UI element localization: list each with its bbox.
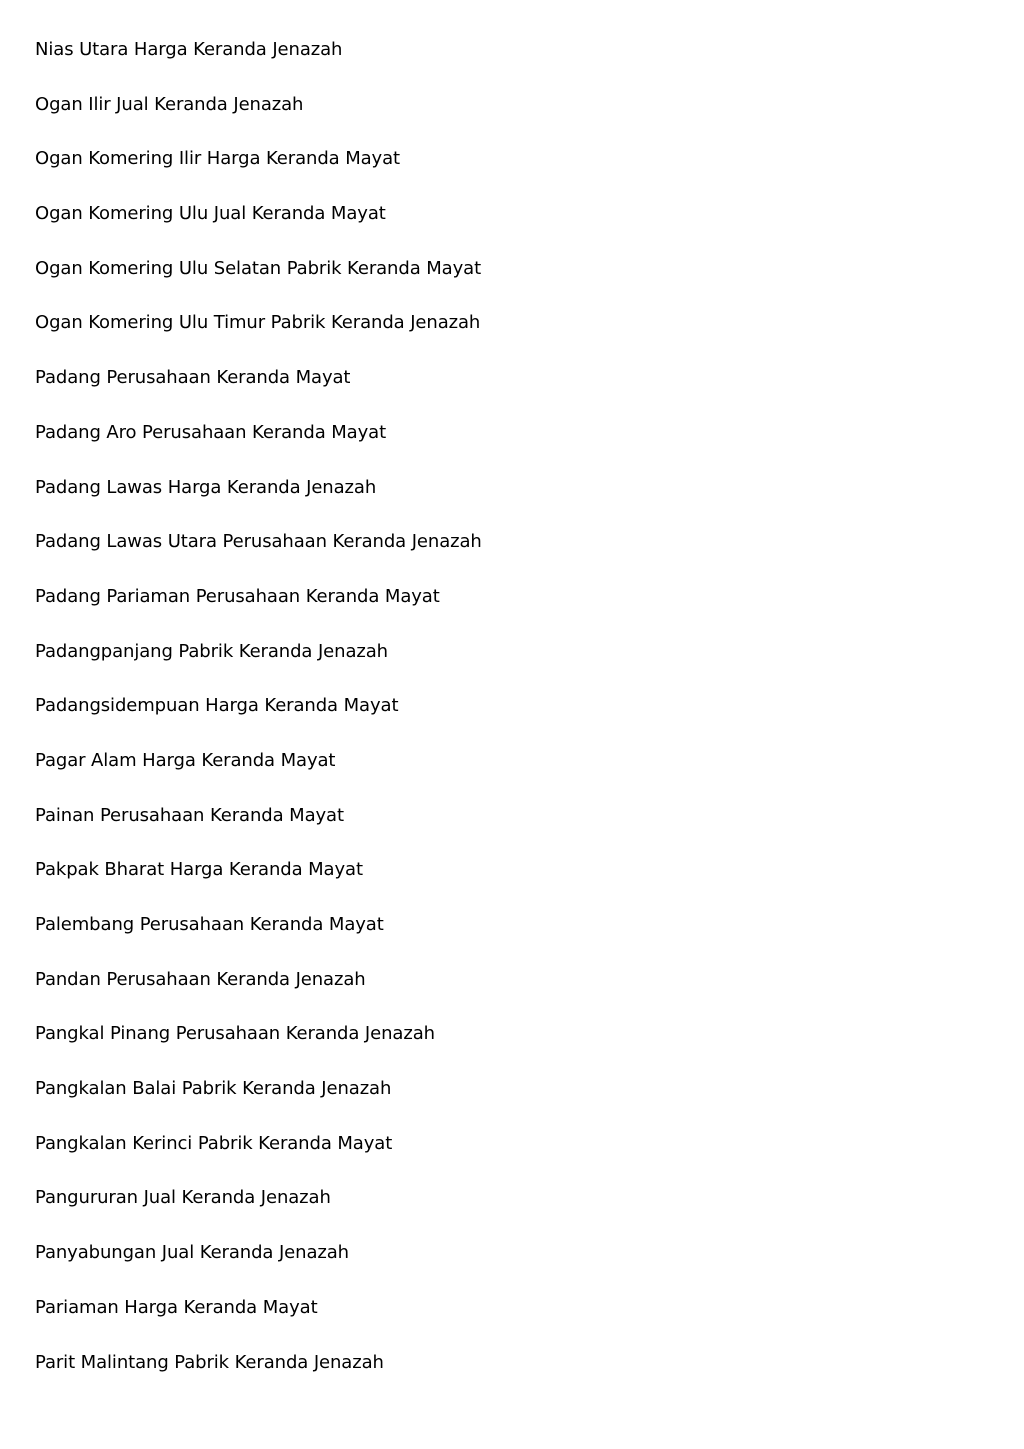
text-line: Palembang Perusahaan Keranda Mayat	[35, 914, 384, 935]
text-line: Ogan Komering Ulu Selatan Pabrik Keranda Mayat	[35, 257, 482, 279]
text-line: Pariaman Harga Keranda Mayat	[35, 1296, 318, 1318]
text-line: Pangkal Pinang Perusahaan Keranda Jenazah	[35, 1023, 435, 1045]
text-line: Nias Utara Harga Keranda Jenazah	[35, 39, 343, 60]
text-line: Padang Perusahaan Keranda Mayat	[35, 367, 351, 389]
text-line: Pangururan Jual Keranda Jenazah	[35, 1187, 331, 1209]
text-line: Pakpak Bharat Harga Keranda Mayat	[35, 859, 363, 881]
text-line: Pagar Alam Harga Keranda Mayat	[35, 749, 336, 771]
text-line: Pangkalan Kerinci Pabrik Keranda Mayat	[35, 1132, 393, 1154]
text-line: Ogan Ilir Jual Keranda Jenazah	[35, 93, 304, 115]
text-line: Padang Lawas Harga Keranda Jenazah	[35, 476, 377, 498]
text-line: Pandan Perusahaan Keranda Jenazah	[35, 968, 366, 990]
text-line: Painan Perusahaan Keranda Mayat	[35, 804, 344, 826]
text-line: Ogan Komering Ulu Jual Keranda Mayat	[35, 203, 386, 225]
text-line: Panyabungan Jual Keranda Jenazah	[35, 1242, 349, 1264]
text-line: Padangpanjang Pabrik Keranda Jenazah	[35, 640, 388, 662]
text-line: Padang Lawas Utara Perusahaan Keranda Jenazah	[35, 531, 482, 553]
text-line: Padang Aro Perusahaan Keranda Mayat	[35, 421, 387, 443]
text-line: Pangkalan Balai Pabrik Keranda Jenazah	[35, 1078, 392, 1100]
text-line: Ogan Komering Ilir Harga Keranda Mayat	[35, 148, 400, 170]
text-line: Padangsidempuan Harga Keranda Mayat	[35, 695, 399, 717]
text-line-list	[35, 38, 935, 1405]
text-line: Parit Malintang Pabrik Keranda Jenazah	[35, 1351, 384, 1373]
text-line: Padang Pariaman Perusahaan Keranda Mayat	[35, 585, 440, 607]
text-line: Ogan Komering Ulu Timur Pabrik Keranda Jenazah	[35, 312, 481, 334]
